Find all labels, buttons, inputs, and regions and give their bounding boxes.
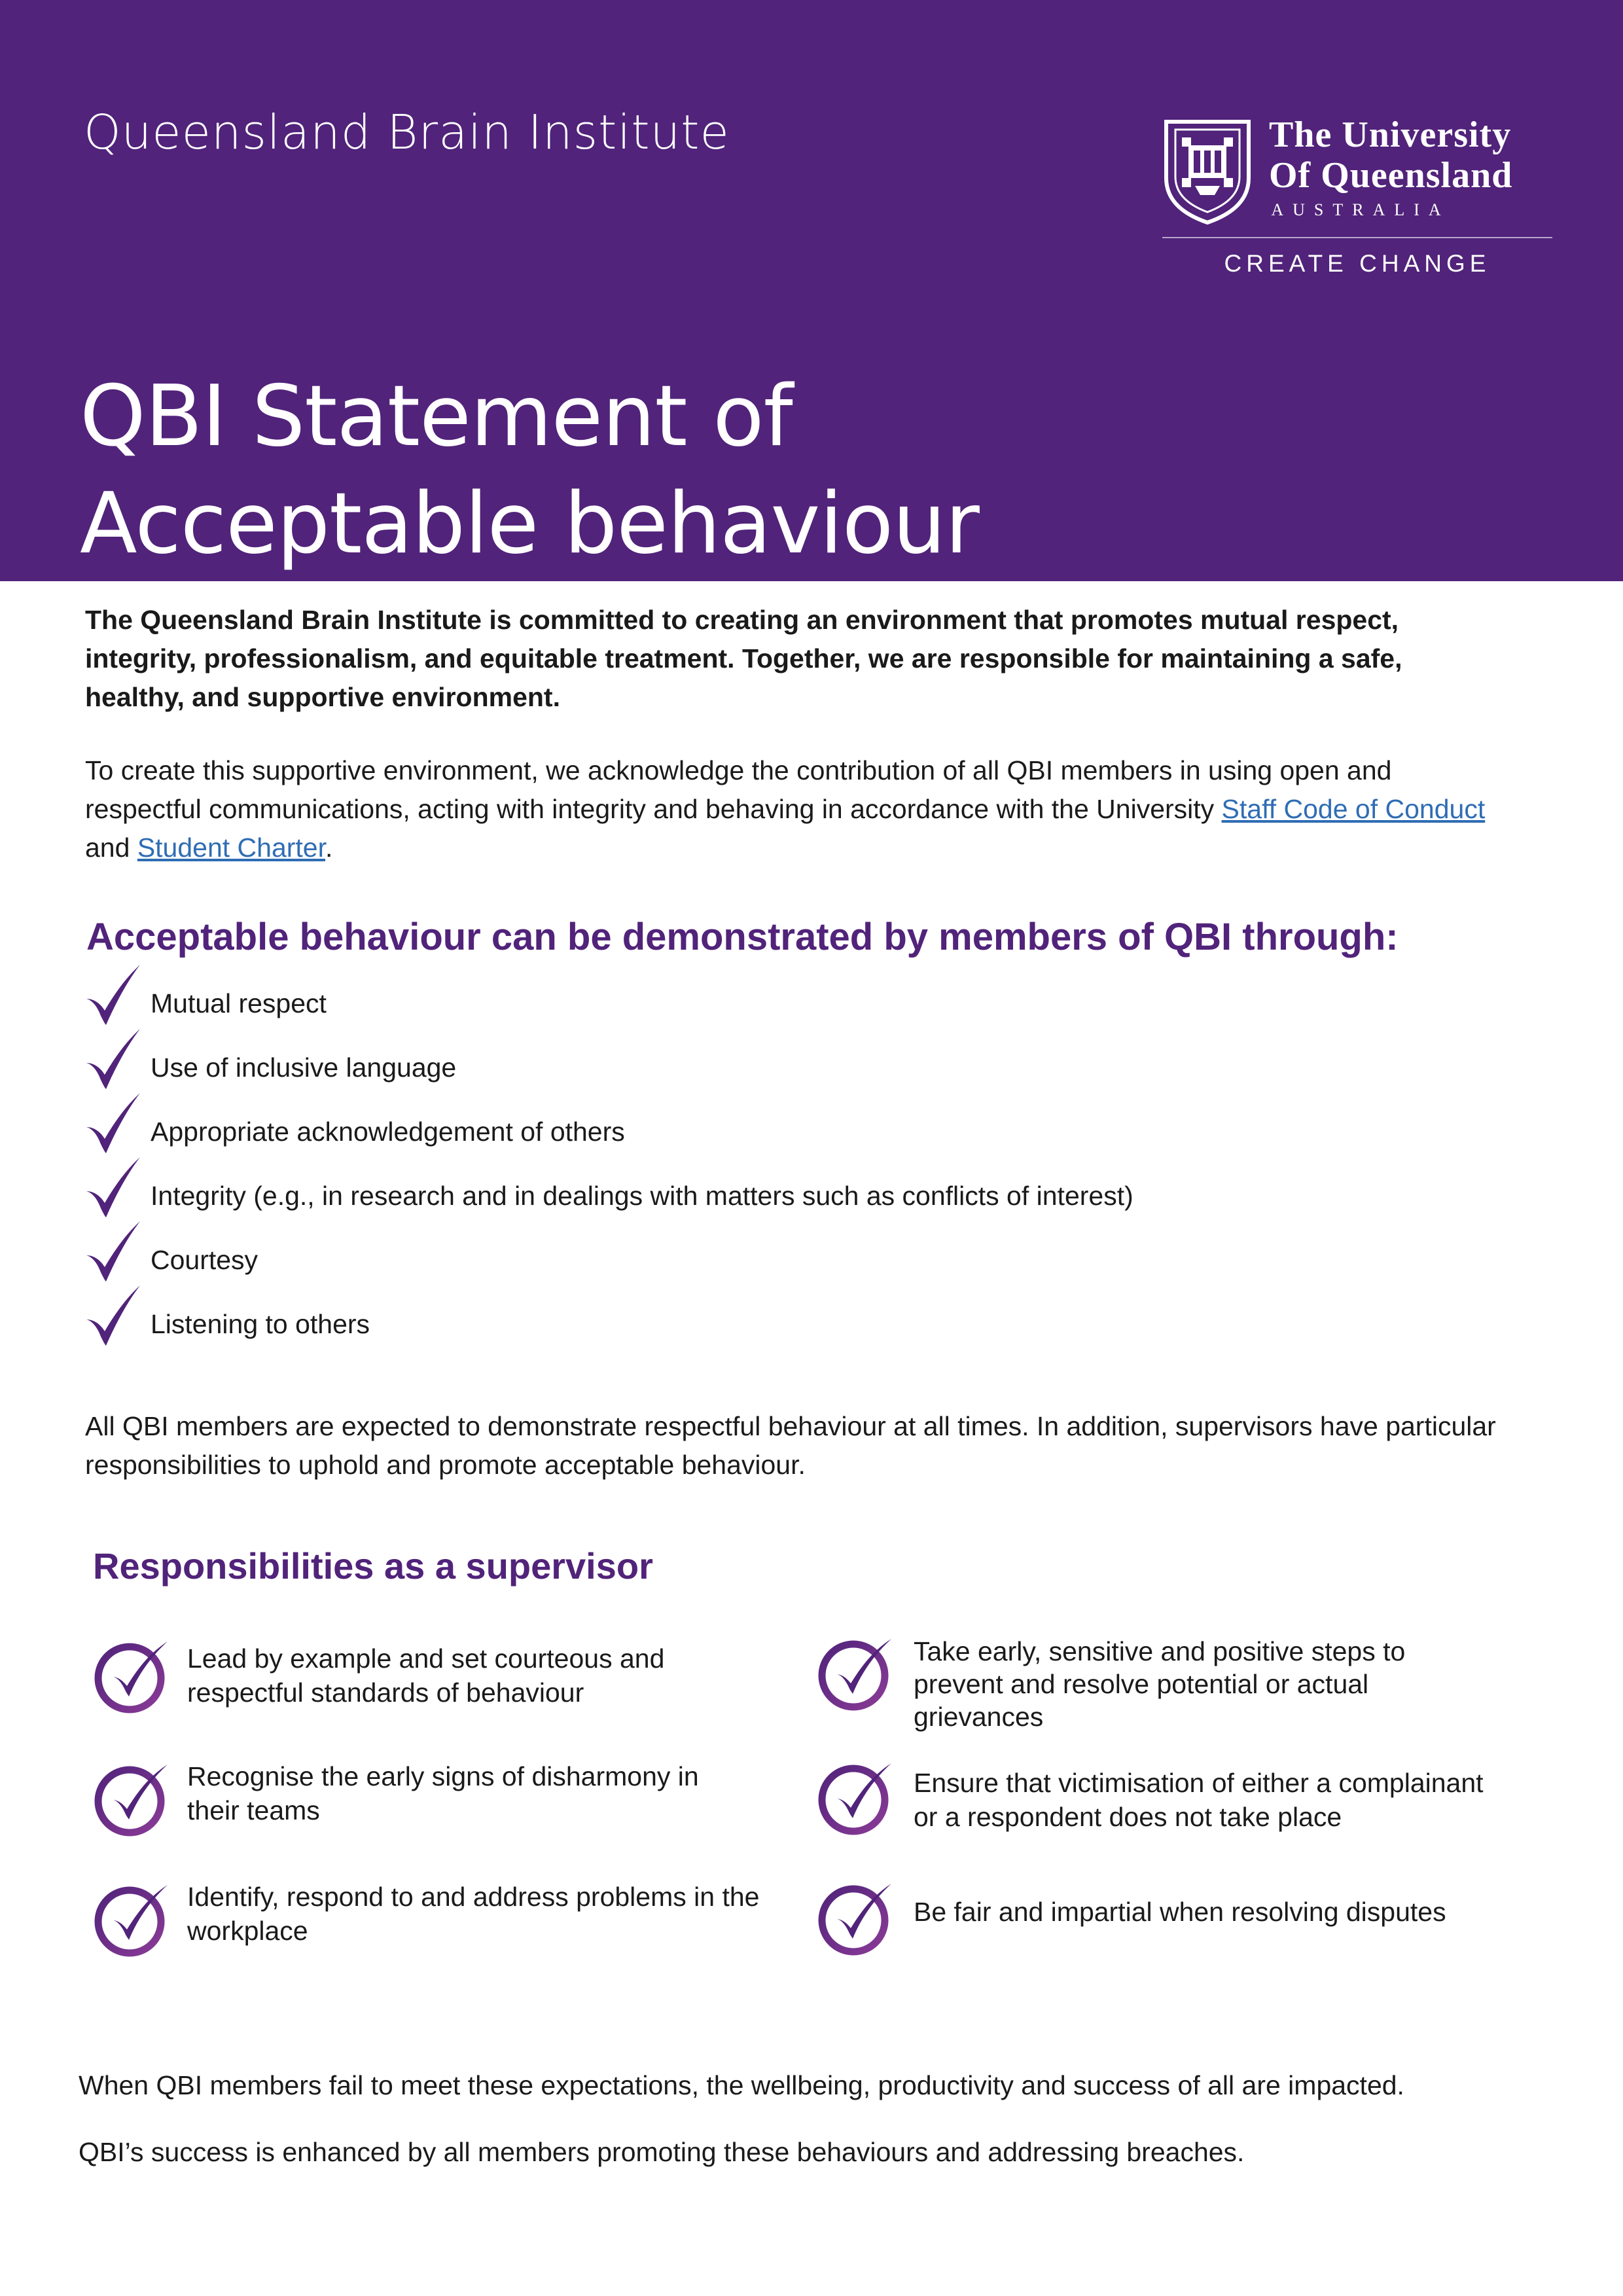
logo-divider bbox=[1162, 237, 1552, 238]
page-title bbox=[80, 363, 979, 578]
success-statement: QBI’s success is enhanced by all members promoting these behaviours and addressing breaches. bbox=[79, 2137, 1245, 2167]
list-item-label: Appropriate acknowledgement of others bbox=[151, 1117, 625, 1147]
checkmark-icon bbox=[85, 1219, 141, 1283]
uq-name-line1: The University bbox=[1269, 115, 1512, 155]
responsibility-text: Recognise the early signs of disharmony in their teams bbox=[187, 1761, 699, 1825]
responsibility-text: Take early, sensitive and positive steps to prevent and resolve potential or actual grievances bbox=[914, 1636, 1406, 1732]
list-item-label: Listening to others bbox=[151, 1309, 370, 1339]
acceptable-behaviour-list bbox=[85, 962, 1525, 1347]
responsibility-text: Be fair and impartial when resolving disputes bbox=[914, 1897, 1446, 1927]
list-item bbox=[85, 1026, 1525, 1090]
list-item-label: Mutual respect bbox=[151, 988, 327, 1018]
checkmark-icon bbox=[85, 1283, 141, 1347]
checkmark-icon bbox=[85, 962, 141, 1026]
circle-check-icon bbox=[94, 1880, 173, 1958]
list-item bbox=[85, 1090, 1525, 1155]
intro-text-middle: and bbox=[85, 833, 137, 863]
responsibility-text: Ensure that victimisation of either a complainant or a respondent does not take place bbox=[914, 1768, 1484, 1832]
acceptable-behaviour-heading: Acceptable behaviour can be demonstrated by members of QBI through: bbox=[86, 916, 1399, 958]
uq-logo bbox=[1162, 115, 1552, 285]
uq-crest-icon bbox=[1162, 118, 1253, 225]
intro-paragraph bbox=[85, 751, 1499, 867]
circle-check-icon bbox=[818, 1634, 897, 1712]
list-item bbox=[85, 1283, 1525, 1347]
circle-check-icon bbox=[818, 1758, 897, 1837]
intro-text-after: . bbox=[325, 833, 333, 863]
header-banner bbox=[0, 0, 1623, 581]
circle-check-icon bbox=[818, 1878, 897, 1957]
title-line2: Acceptable behaviour bbox=[80, 475, 979, 573]
impact-statement: When QBI members fail to meet these expectations, the wellbeing, productivity and success of all are impacted. bbox=[79, 2070, 1404, 2100]
list-item bbox=[85, 962, 1525, 1026]
circle-check-icon bbox=[94, 1636, 173, 1715]
institute-name: Queensland Brain Institute bbox=[84, 105, 730, 160]
checkmark-icon bbox=[85, 1155, 141, 1219]
checkmark-icon bbox=[85, 1026, 141, 1090]
circle-check-icon bbox=[94, 1759, 173, 1838]
responsibility-text: Lead by example and set courteous and respectful standards of behaviour bbox=[187, 1643, 665, 1708]
supervisor-responsibilities-heading: Responsibilities as a supervisor bbox=[93, 1545, 653, 1587]
list-item bbox=[85, 1155, 1525, 1219]
list-item-label: Use of inclusive language bbox=[151, 1052, 457, 1083]
intro-text-before: To create this supportive environment, we acknowledge the contribution of all QBI members in using open and respectful communications, acting with integrity and behaving in accordance with the University bbox=[85, 755, 1392, 824]
intro-statement: The Queensland Brain Institute is committed to creating an environment that promotes mutual respect, integrity, professionalism, and equitable treatment. Together, we are responsible for maintaining a safe, healthy, and supportive environment. bbox=[85, 605, 1402, 712]
uq-country: AUSTRALIA bbox=[1271, 200, 1450, 219]
staff-code-of-conduct-link[interactable]: Staff Code of Conduct bbox=[1221, 794, 1486, 824]
responsibility-text: Identify, respond to and address problems in the workplace bbox=[187, 1882, 760, 1946]
uq-name-line2: Of Queensland bbox=[1269, 155, 1513, 196]
expectations-paragraph: All QBI members are expected to demonstrate respectful behaviour at all times. In addition, supervisors have particular responsibilities to uphold and promote acceptable behaviour. bbox=[85, 1411, 1496, 1480]
title-line1: QBI Statement of bbox=[80, 368, 793, 465]
list-item-label: Integrity (e.g., in research and in dealings with matters such as conflicts of interest) bbox=[151, 1181, 1133, 1211]
list-item-label: Courtesy bbox=[151, 1245, 259, 1275]
list-item bbox=[85, 1219, 1525, 1283]
checkmark-icon bbox=[85, 1090, 141, 1155]
student-charter-link[interactable]: Student Charter bbox=[137, 833, 325, 863]
uq-tagline: CREATE CHANGE bbox=[1224, 250, 1491, 277]
